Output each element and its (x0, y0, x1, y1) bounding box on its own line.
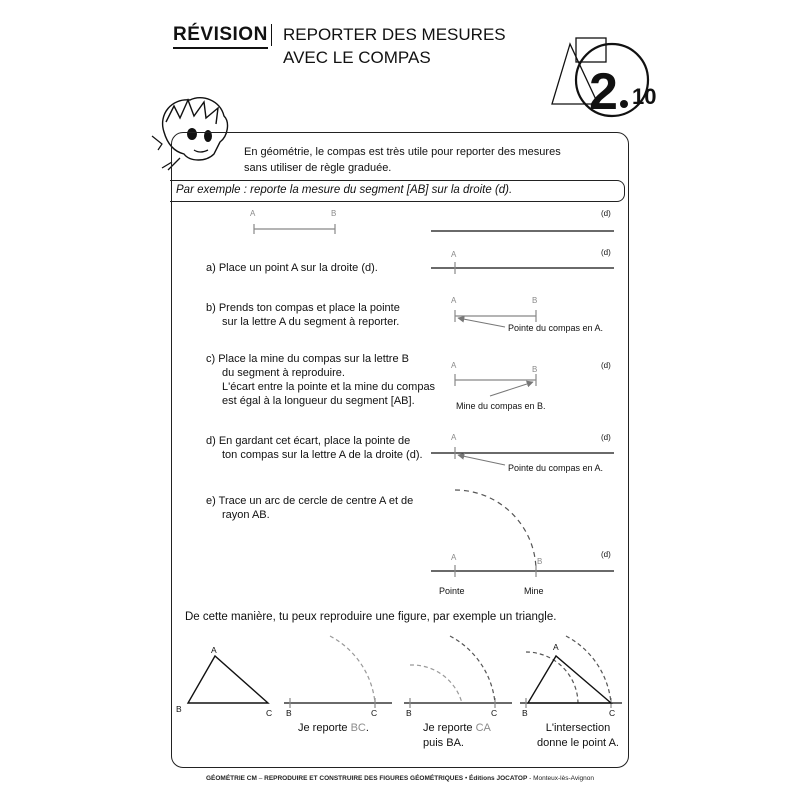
construction-step-2 (404, 636, 512, 718)
vertex-c: C (371, 708, 378, 718)
caption-step-1: Je reporte BC. (298, 722, 369, 734)
label-a: A (250, 209, 256, 218)
caption-step-2: Je reporte CA puis BA. (423, 722, 491, 749)
annotation-pointe: Pointe (439, 586, 465, 596)
vertex-a: A (553, 642, 559, 652)
lesson-number: 2 (589, 63, 618, 121)
annotation-pointe-a: Pointe du compas en A. (508, 323, 604, 333)
pointer-arrow-icon (458, 318, 505, 327)
lesson-subnumber: 10 (632, 84, 657, 109)
page-footer: GÉOMÉTRIE CM – REPRODUIRE ET CONSTRUIRE DES FIGURES GÉOMÉTRIQUES • Éditions JOCATOP - Monteux-lès-Avignon (205, 775, 595, 782)
step-e-figure (431, 490, 614, 577)
label-b: B (532, 365, 538, 374)
step-e-text: e) Trace un arc de cercle de centre A et de rayon AB. (206, 495, 414, 521)
annotation-mine-b: Mine du compas en B. (456, 401, 546, 411)
closing-text: De cette manière, tu peux reproduire une figure, par exemple un triangle. (185, 611, 557, 623)
step-c-figure (451, 361, 611, 396)
example-segment-ab (250, 209, 336, 234)
step-b-text: b) Prends ton compas et place la pointe sur la lettre A du segment à reporter. (206, 302, 400, 328)
original-triangle (176, 645, 272, 718)
vertex-c: C (491, 708, 498, 718)
line-d-initial (431, 209, 614, 231)
vertex-b: B (176, 704, 182, 714)
vertex-c: C (609, 708, 616, 718)
step-a-text: a) Place un point A sur la droite (d). (206, 262, 378, 274)
label-a: A (451, 553, 457, 562)
label-d: (d) (601, 433, 611, 442)
pointer-arrow-icon (458, 455, 505, 465)
label-a: A (451, 433, 457, 442)
label-d: (d) (601, 550, 611, 559)
vertex-a: A (211, 645, 217, 655)
revision-badge: RÉVISION (173, 24, 268, 49)
caption-step-3: L'intersection donne le point A. (537, 722, 619, 749)
construction-step-1 (284, 636, 392, 718)
label-d: (d) (601, 361, 611, 370)
vertex-c: C (266, 708, 273, 718)
vertex-b: B (286, 708, 292, 718)
vertex-b: B (406, 708, 412, 718)
step-d-text: d) En gardant cet écart, place la pointe de ton compas sur la lettre A de la droite (d). (206, 435, 423, 461)
label-d: (d) (601, 209, 611, 218)
label-b: B (532, 296, 538, 305)
annotation-pointe-a: Pointe du compas en A. (508, 463, 604, 473)
step-c-text: c) Place la mine du compas sur la lettre B du segment à reproduire. L'écart entre la pointe et la mine du compas est égal à la longueur du segment [AB]. (206, 353, 436, 407)
annotation-mine: Mine (524, 586, 544, 596)
construction-step-3 (520, 636, 622, 718)
vertex-b: B (522, 708, 528, 718)
step-a-figure (431, 248, 614, 274)
page-title-line2: AVEC LE COMPAS (283, 48, 431, 67)
label-a: A (451, 296, 457, 305)
label-a: A (451, 250, 457, 259)
label-b: B (331, 209, 337, 218)
compass-arc (455, 490, 536, 571)
label-a: A (451, 361, 457, 370)
example-instruction: Par exemple : reporte la mesure du segment [AB] sur la droite (d). (176, 184, 513, 196)
label-b: B (537, 557, 543, 566)
intro-text: En géométrie, le compas est très utile pour reporter des mesures sans utiliser de règle graduée. (244, 146, 561, 174)
pointer-arrow-icon (490, 382, 533, 396)
label-d: (d) (601, 248, 611, 257)
page-title-line1: REPORTER DES MESURES (283, 25, 506, 44)
